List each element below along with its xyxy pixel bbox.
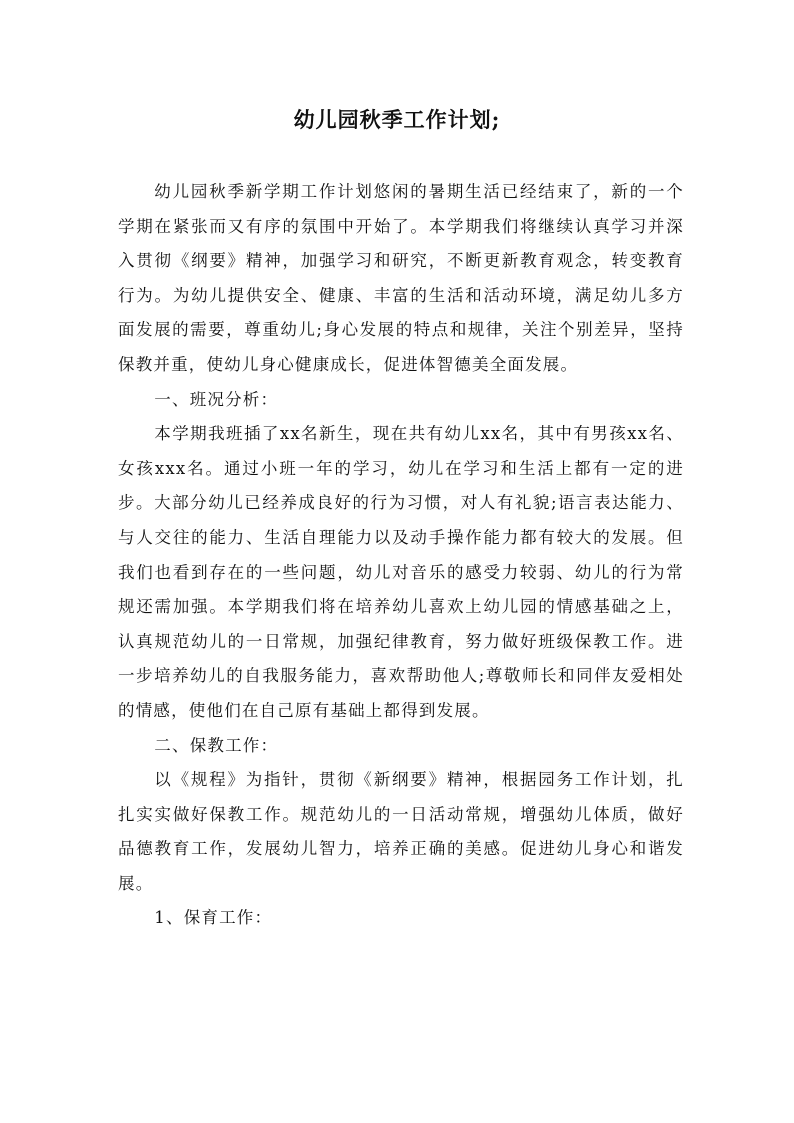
section-heading-class-analysis: 一、班况分析： [154,389,279,409]
document-body [118,175,684,936]
class-analysis-paragraph: 本学期我班插了xx名新生，现在共有幼儿xx名，其中有男孩xx名、女孩xxx名。通过小班一年的学习，幼儿在学习和生活上都有一定的进步。大部分幼儿已经养成良好的行为习惯，对人有礼貌;语言表达能力、与人交往的能力、生活自理能力以及动手操作能力都有较大的发展。但我们也看到存在的一些问题，幼儿对音乐的感受力较弱、幼儿的行为常规还需加强。本学期我们将在培养幼儿喜欢上幼儿园的情感基础之上，认真规范幼儿的一日常规，加强纪律教育，努力做好班级保教工作。进一步培养幼儿的自我服务能力，喜欢帮助他人;尊敬师长和同伴友爱相处的情感，使他们在自己原有基础上都得到发展。 [118,424,684,720]
section-heading-care-education: 二、保教工作： [154,735,279,755]
care-education-paragraph: 以《规程》为指针，贯彻《新纲要》精神，根据园务工作计划，扎扎实实做好保教工作。规范幼儿的一日活动常规，增强幼儿体质，做好品德教育工作，发展幼儿智力，培养正确的美感。促进幼儿身心和谐发展。 [118,770,684,893]
document-title: 幼儿园秋季工作计划; [293,107,501,132]
intro-paragraph: 幼儿园秋季新学期工作计划悠闲的暑期生活已经结束了，新的一个学期在紧张而又有序的氛围中开始了。本学期我们将继续认真学习并深入贯彻《纲要》精神，加强学习和研究，不断更新教育观念，转变教育行为。为幼儿提供安全、健康、丰富的生活和活动环境，满足幼儿多方面发展的需要，尊重幼儿;身心发展的特点和规律，关注个别差异，坚持保教并重，使幼儿身心健康成长，促进体智德美全面发展。 [118,182,684,374]
subsection-heading-care-work: 1、保育工作： [154,908,273,928]
